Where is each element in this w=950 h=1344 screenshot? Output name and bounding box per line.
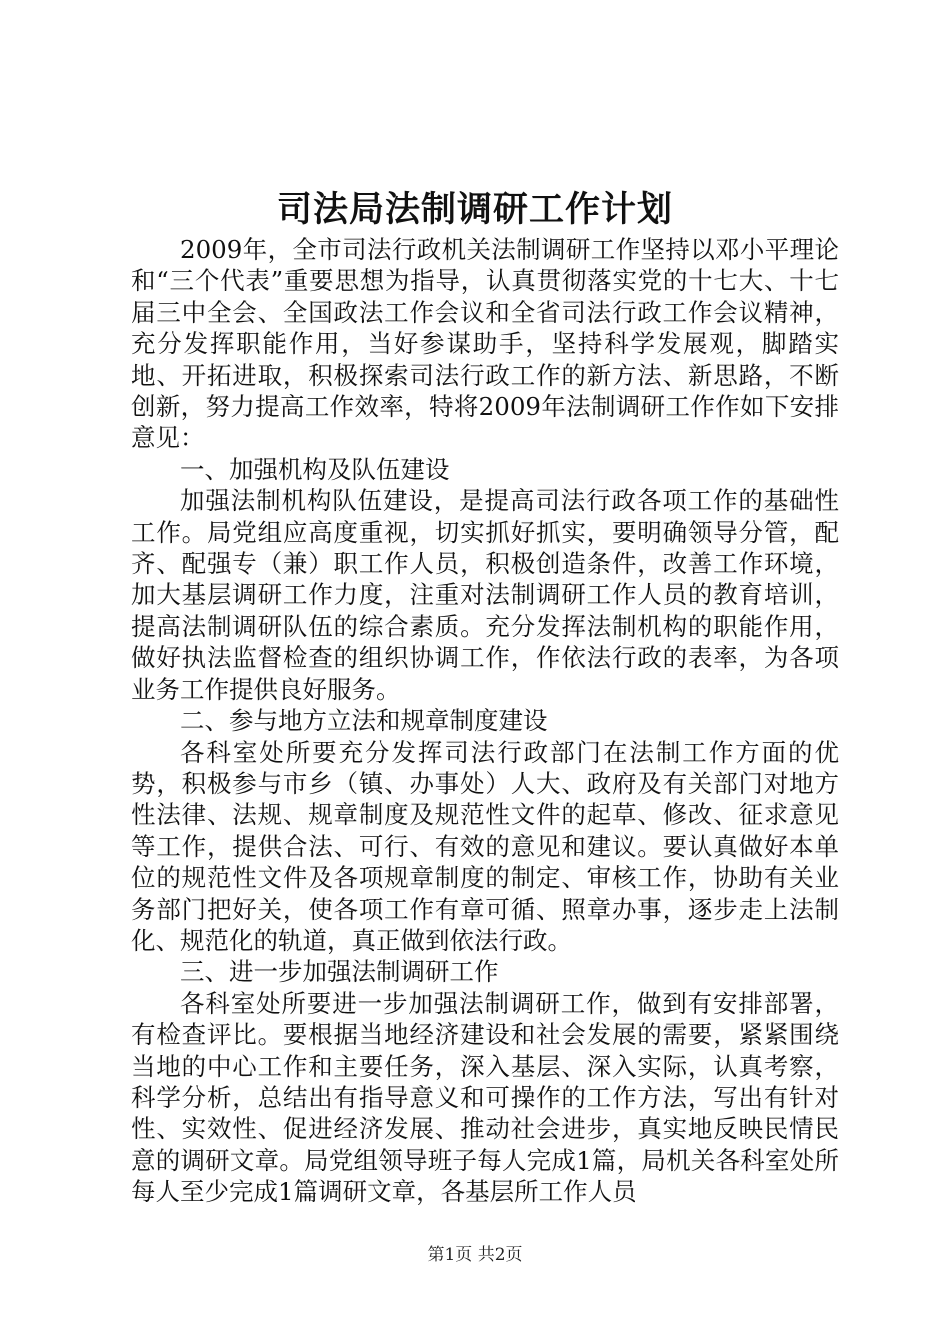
section-heading-1: 一、加强机构及队伍建设 [180, 454, 450, 484]
section-heading-3: 三、进一步加强法制调研工作 [180, 957, 499, 987]
intro-paragraph: 2009年，全市司法行政机关法制调研工作坚持以邓小平理论和“三个代表”重要思想为指导，认真贯彻落实党的十七大、十七届三中全会、全国政法工作会议和全省司法行政工作会议精神，充分发挥职能作用，当好参谋助手，坚持科学发展观，脚踏实地、开拓进取，积极探索司法行政工作的新方法、新思路，不断创新，努力提高工作效率，特将2009年法制调研工作作如下安排意见： [131, 235, 839, 453]
page-footer: 第1页 共2页 [427, 1245, 523, 1265]
section-heading-2: 二、参与地方立法和规章制度建设 [180, 706, 548, 736]
section-body-3: 各科室处所要进一步加强法制调研工作，做到有安排部署，有检查评比。要根据当地经济建设和社会发展的需要，紧紧围绕当地的中心工作和主要任务，深入基层、深入实际，认真考察，科学分析，总结出有指导意义和可操作的工作方法，写出有针对性、实效性、促进经济发展、推动社会进步，真实地反映民情民意的调研文章。局党组领导班子每人完成1篇，局机关各科室处所每人至少完成1篇调研文章，各基层所工作人员 [131, 988, 839, 1207]
page-title: 司法局法制调研工作计划 [276, 189, 673, 230]
section-body-1: 加强法制机构队伍建设，是提高司法行政各项工作的基础性工作。局党组应高度重视，切实抓好抓实，要明确领导分管，配齐、配强专（兼）职工作人员，积极创造条件，改善工作环境，加大基层调研工作力度，注重对法制调研工作人员的教育培训，提高法制调研队伍的综合素质。充分发挥法制机构的职能作用，做好执法监督检查的组织协调工作，作依法行政的表率，为各项业务工作提供良好服务。 [131, 486, 839, 704]
document-body [131, 234, 839, 1208]
section-body-2: 各科室处所要充分发挥司法行政部门在法制工作方面的优势，积极参与市乡（镇、办事处）人大、政府及有关部门对地方性法律、法规、规章制度及规范性文件的起草、修改、征求意见等工作，提供合法、可行、有效的意见和建议。要认真做好本单位的规范性文件及各项规章制度的制定、审核工作，协助有关业务部门把好关，使各项工作有章可循、照章办事，逐步走上法制化、规范化的轨道，真正做到依法行政。 [131, 737, 839, 955]
